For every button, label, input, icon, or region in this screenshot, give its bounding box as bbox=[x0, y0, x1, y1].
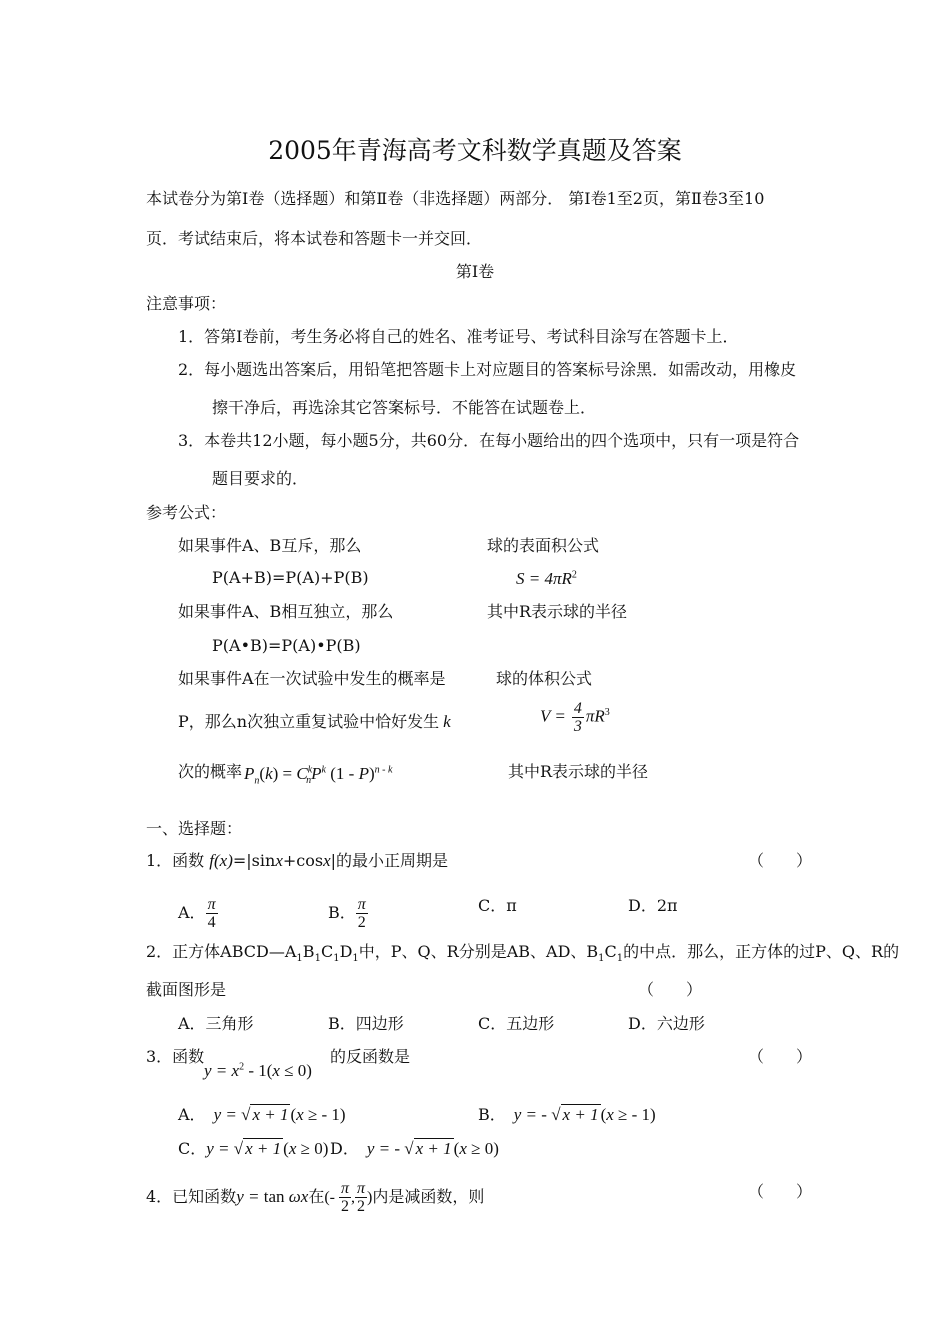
question-3-answer-box[interactable]: （ ） bbox=[748, 1047, 813, 1066]
note-item-2b: 擦干净后，再选涂其它答案标号．不能答在试题卷上． bbox=[212, 398, 597, 417]
question-1-stem: 1．函数 f(x)=|sinx+cosx|的最小正周期是 bbox=[146, 851, 449, 870]
question-1-option-c[interactable]: C．π bbox=[478, 896, 517, 915]
note-item-1: 1．答第Ⅰ卷前，考生务必将自己的姓名、准考证号、考试科目涂写在答题卡上． bbox=[178, 327, 739, 346]
question-2-option-a[interactable]: A．三角形 bbox=[178, 1014, 254, 1033]
question-1-answer-box[interactable]: （ ） bbox=[748, 851, 813, 870]
question-1-option-a[interactable]: A． $\frac{\pi}{4}$ bbox=[178, 896, 216, 931]
sphere-volume-formula: V = $\frac{4}{3}$ $\pi R^3$ bbox=[540, 700, 610, 735]
mutex-formula: P(A+B)=P(A)+P(B) bbox=[212, 568, 369, 587]
question-2-stem: 2．正方体$ABCD—A_1B_1C_1D_1$中，P、Q、R分别是AB、AD、$B_1C_1$的中点．那么，正方体的过P、Q、R的 bbox=[146, 942, 900, 965]
question-1-option-b[interactable]: B． $\frac{\pi}{2}$ bbox=[328, 896, 366, 931]
sphere-area-text: 球的表面积公式 bbox=[487, 536, 600, 555]
choice-section-title: 一、选择题： bbox=[146, 819, 243, 838]
question-2-option-b[interactable]: B．四边形 bbox=[328, 1014, 404, 1033]
radius-note-2: 其中R表示球的半径 bbox=[508, 762, 649, 781]
question-3-stem-a: 3．函数 bbox=[146, 1047, 205, 1066]
notes-heading: 注意事项： bbox=[146, 294, 227, 313]
sphere-area-formula: $S = 4\pi R^2$ bbox=[516, 569, 577, 588]
question-3-option-c[interactable]: C．y = √ x + 1 (x ≥ 0) bbox=[178, 1139, 329, 1158]
sphere-volume-text: 球的体积公式 bbox=[496, 669, 593, 688]
question-3-option-b[interactable]: B． y = - √ x + 1 (x ≥ - 1) bbox=[478, 1105, 656, 1124]
bernoulli-formula: $P_n(k) = C^k_nP^k$ (1 - P)$^{n - k}$ bbox=[244, 764, 393, 787]
question-4-stem: 4．已知函数y = tan ωx在(- $\frac{\pi}{2}$ , $\frac{\pi}{2}$ )内是减函数，则 bbox=[146, 1180, 485, 1215]
bernoulli-text-b: P，那么n次独立重复试验中恰好发生 k bbox=[178, 712, 451, 731]
formulas-heading: 参考公式： bbox=[146, 503, 227, 522]
question-2-answer-box[interactable]: （ ） bbox=[638, 980, 703, 999]
question-3-option-d[interactable]: D． y = - √ x + 1 (x ≥ 0) bbox=[330, 1139, 499, 1158]
intro-line-2: 页．考试结束后，将本试卷和答题卡一并交回． bbox=[146, 229, 483, 248]
page-title: 2005年青海高考文科数学真题及答案 bbox=[268, 136, 682, 165]
section-title: 第Ⅰ卷 bbox=[455, 262, 495, 281]
question-2-option-d[interactable]: D．六边形 bbox=[628, 1014, 705, 1033]
independent-text: 如果事件A、B相互独立，那么 bbox=[178, 602, 394, 621]
question-3-stem-b: 的反函数是 bbox=[330, 1047, 411, 1066]
question-3-function: $y = x^2 - 1(x \le 0)$ bbox=[204, 1061, 312, 1080]
question-2-stem-line-2: 截面图形是 bbox=[146, 980, 227, 999]
bernoulli-text-c: 次的概率 bbox=[178, 762, 243, 781]
mutex-text: 如果事件A、B互斥，那么 bbox=[178, 536, 362, 555]
note-item-2a: 2．每小题选出答案后，用铅笔把答题卡上对应题目的答案标号涂黑．如需改动，用橡皮 bbox=[178, 360, 797, 379]
note-item-3a: 3．本卷共12小题，每小题5分，共60分．在每小题给出的四个选项中，只有一项是符合 bbox=[178, 431, 800, 450]
intro-line-1: 本试卷分为第Ⅰ卷（选择题）和第Ⅱ卷（非选择题）两部分． 第Ⅰ卷1至2页，第Ⅱ卷3至10 bbox=[146, 189, 765, 208]
bernoulli-text-a: 如果事件A在一次试验中发生的概率是 bbox=[178, 669, 446, 688]
note-item-3b: 题目要求的． bbox=[212, 469, 309, 488]
radius-note-1: 其中R表示球的半径 bbox=[487, 602, 628, 621]
question-1-option-d[interactable]: D．2π bbox=[628, 896, 678, 915]
question-4-answer-box[interactable]: （ ） bbox=[748, 1182, 813, 1201]
question-2-option-c[interactable]: C．五边形 bbox=[478, 1014, 555, 1033]
independent-formula: P(A•B)=P(A)•P(B) bbox=[212, 636, 361, 655]
question-3-option-a[interactable]: A． y = √ x + 1 (x ≥ - 1) bbox=[178, 1105, 346, 1124]
